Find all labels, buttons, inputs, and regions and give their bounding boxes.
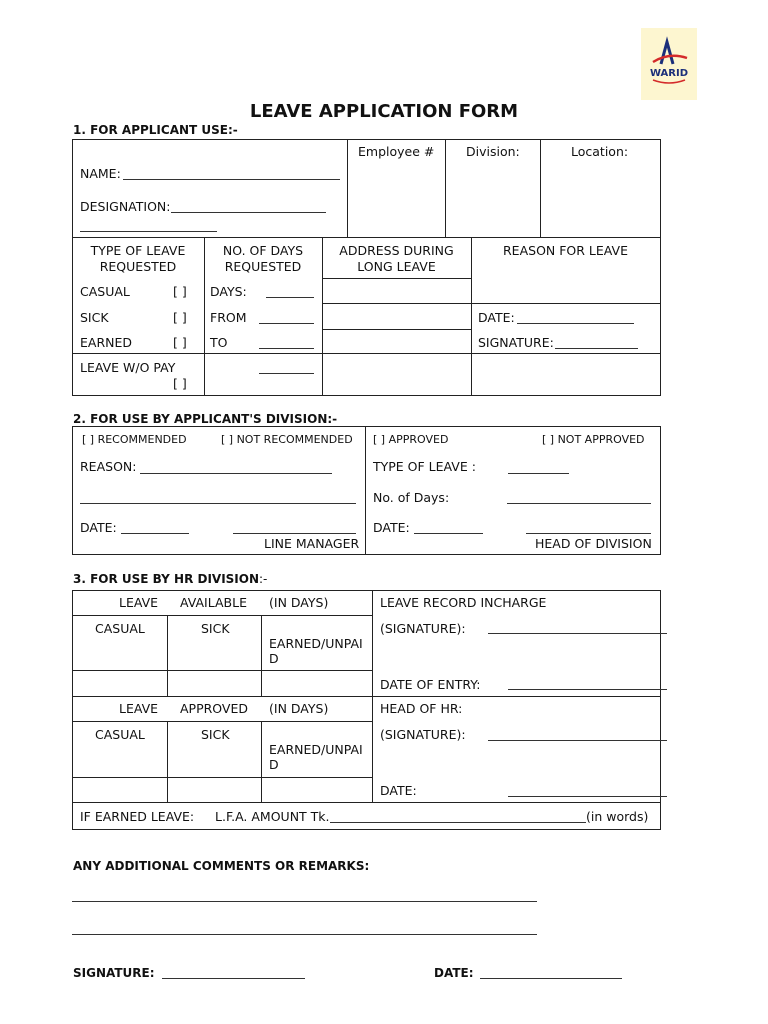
divider bbox=[323, 303, 661, 304]
date-field[interactable] bbox=[517, 323, 634, 324]
type-of-leave-header-2: REQUESTED bbox=[99, 259, 177, 274]
approved-casual-label: CASUAL bbox=[95, 727, 145, 742]
divider bbox=[347, 139, 348, 237]
reason-label: REASON: bbox=[80, 459, 137, 474]
available-earned-label-2: D bbox=[269, 651, 279, 666]
section1-heading: 1. FOR APPLICANT USE:- bbox=[73, 123, 238, 137]
date-left-label: DATE: bbox=[80, 520, 117, 535]
lfa-amount-label: L.F.A. AMOUNT Tk. bbox=[215, 809, 330, 824]
lfa-amount-field[interactable] bbox=[330, 822, 586, 823]
head-of-hr-signature-field[interactable] bbox=[488, 740, 667, 741]
location-label: Location: bbox=[571, 144, 629, 159]
days-header: NO. OF DAYS bbox=[222, 243, 304, 258]
hr-date-field[interactable] bbox=[508, 796, 667, 797]
final-signature-field[interactable] bbox=[162, 978, 305, 979]
available-leave-label: LEAVE bbox=[119, 595, 159, 610]
record-incharge-signature-field[interactable] bbox=[488, 633, 667, 634]
date-right-label: DATE: bbox=[373, 520, 410, 535]
line-manager-label: LINE MANAGER bbox=[264, 536, 360, 551]
final-signature-label: SIGNATURE: bbox=[73, 966, 155, 980]
divider bbox=[540, 139, 541, 237]
address-header-2: LONG LEAVE bbox=[357, 259, 436, 274]
not-recommended-checkbox[interactable]: [ ] NOT RECOMMENDED bbox=[221, 433, 353, 446]
date-label: DATE: bbox=[478, 310, 515, 325]
divider bbox=[323, 329, 471, 330]
leave-wo-pay-label: LEAVE W/O PAY bbox=[80, 360, 176, 375]
divider bbox=[72, 554, 661, 555]
approved-label: APPROVED bbox=[180, 701, 249, 716]
final-date-field[interactable] bbox=[480, 978, 622, 979]
date-left-field[interactable] bbox=[121, 533, 189, 534]
divider bbox=[660, 590, 661, 830]
earned-checkbox[interactable]: [ ] bbox=[173, 335, 187, 350]
date-of-entry-label: DATE OF ENTRY: bbox=[380, 677, 481, 692]
available-sick-label: SICK bbox=[201, 621, 230, 636]
head-of-hr-label: HEAD OF HR: bbox=[380, 701, 463, 716]
approved-earned-label-2: D bbox=[269, 757, 279, 772]
leave-wo-pay-checkbox[interactable]: [ ] bbox=[173, 376, 187, 391]
divider bbox=[261, 615, 262, 696]
head-of-division-signature-field[interactable] bbox=[526, 533, 651, 534]
section2-heading: 2. FOR USE BY APPLICANT'S DIVISION:- bbox=[73, 412, 338, 426]
divider bbox=[660, 139, 661, 396]
divider bbox=[72, 615, 372, 616]
available-casual-label: CASUAL bbox=[95, 621, 145, 636]
designation-field[interactable] bbox=[171, 212, 326, 213]
earned-leave-label: IF EARNED LEAVE: bbox=[80, 809, 195, 824]
remarks-heading: ANY ADDITIONAL COMMENTS OR REMARKS: bbox=[73, 859, 370, 873]
divider bbox=[167, 615, 168, 696]
divider bbox=[372, 590, 373, 802]
record-incharge-signature-label: (SIGNATURE): bbox=[380, 621, 466, 636]
divider bbox=[72, 590, 661, 591]
type-of-leave-header: TYPE OF LEAVE bbox=[90, 243, 186, 258]
divider bbox=[660, 426, 661, 555]
divider bbox=[72, 590, 73, 830]
record-incharge-label: LEAVE RECORD INCHARGE bbox=[380, 595, 547, 610]
casual-label: CASUAL bbox=[80, 284, 130, 299]
page-title: LEAVE APPLICATION FORM bbox=[249, 101, 519, 122]
available-label: AVAILABLE bbox=[180, 595, 247, 610]
approved-in-days-label: (IN DAYS) bbox=[269, 701, 329, 716]
from-field[interactable] bbox=[259, 323, 314, 324]
approved-leave-label: LEAVE bbox=[119, 701, 159, 716]
date-right-field[interactable] bbox=[414, 533, 483, 534]
company-logo bbox=[641, 28, 697, 100]
approved-checkbox[interactable]: [ ] APPROVED bbox=[373, 433, 449, 446]
designation-field-2[interactable] bbox=[80, 231, 217, 232]
line-manager-signature-field[interactable] bbox=[233, 533, 356, 534]
division-label: Division: bbox=[466, 144, 520, 159]
hr-date-label: DATE: bbox=[380, 783, 417, 798]
no-of-days-field[interactable] bbox=[507, 503, 651, 504]
divider bbox=[365, 426, 366, 555]
divider bbox=[72, 721, 372, 722]
divider bbox=[72, 426, 661, 427]
divider bbox=[167, 721, 168, 802]
divider bbox=[72, 802, 661, 803]
divider bbox=[72, 237, 661, 238]
leave-wo-pay-days-field[interactable] bbox=[259, 373, 314, 374]
name-label: NAME: bbox=[80, 166, 121, 181]
type-of-leave-label: TYPE OF LEAVE : bbox=[373, 459, 476, 474]
in-words-label: (in words) bbox=[586, 809, 649, 824]
divider bbox=[445, 139, 446, 237]
days-label: DAYS: bbox=[210, 284, 247, 299]
logo-text: WARID bbox=[649, 68, 689, 79]
section3-heading: 3. FOR USE BY HR DIVISION bbox=[73, 572, 260, 586]
reason-field[interactable] bbox=[140, 473, 332, 474]
no-of-days-label: No. of Days: bbox=[373, 490, 450, 505]
signature-label: SIGNATURE: bbox=[478, 335, 554, 350]
address-header: ADDRESS DURING bbox=[339, 243, 454, 258]
head-of-division-label: HEAD OF DIVISION bbox=[535, 536, 652, 551]
sick-label: SICK bbox=[80, 310, 109, 325]
available-earned-label: EARNED/UNPAI bbox=[269, 636, 363, 651]
date-of-entry-field[interactable] bbox=[508, 689, 667, 690]
sick-checkbox[interactable]: [ ] bbox=[173, 310, 187, 325]
divider bbox=[72, 696, 661, 697]
remarks-line-1[interactable] bbox=[72, 901, 537, 902]
divider bbox=[72, 670, 372, 671]
designation-label: DESIGNATION: bbox=[80, 199, 171, 214]
divider bbox=[471, 237, 472, 395]
divider bbox=[72, 353, 661, 354]
final-date-label: DATE: bbox=[434, 966, 474, 980]
reason-header: REASON FOR LEAVE bbox=[503, 243, 628, 258]
earned-label: EARNED bbox=[80, 335, 133, 350]
divider bbox=[261, 721, 262, 802]
name-field[interactable] bbox=[123, 179, 340, 180]
days-field[interactable] bbox=[266, 297, 314, 298]
from-label: FROM bbox=[210, 310, 247, 325]
not-approved-checkbox[interactable]: [ ] NOT APPROVED bbox=[542, 433, 645, 446]
to-field[interactable] bbox=[259, 348, 314, 349]
warid-logo-icon bbox=[641, 28, 697, 100]
recommended-checkbox[interactable]: [ ] RECOMMENDED bbox=[82, 433, 187, 446]
reason-field-2[interactable] bbox=[80, 503, 356, 504]
section3-heading-suffix: :- bbox=[259, 572, 268, 586]
casual-checkbox[interactable]: [ ] bbox=[173, 284, 187, 299]
to-label: TO bbox=[210, 335, 228, 350]
employee-no-label: Employee # bbox=[358, 144, 435, 159]
divider bbox=[323, 278, 471, 279]
approved-earned-label: EARNED/UNPAI bbox=[269, 742, 363, 757]
head-of-hr-signature-label: (SIGNATURE): bbox=[380, 727, 466, 742]
divider bbox=[72, 829, 661, 830]
divider bbox=[72, 777, 372, 778]
divider bbox=[72, 139, 661, 140]
type-of-leave-field[interactable] bbox=[508, 473, 569, 474]
days-header-2: REQUESTED bbox=[224, 259, 302, 274]
section3-heading-wrap bbox=[73, 572, 267, 586]
divider bbox=[72, 426, 73, 555]
approved-sick-label: SICK bbox=[201, 727, 230, 742]
signature-field[interactable] bbox=[555, 348, 638, 349]
divider bbox=[72, 395, 661, 396]
available-in-days-label: (IN DAYS) bbox=[269, 595, 329, 610]
remarks-line-2[interactable] bbox=[72, 934, 537, 935]
